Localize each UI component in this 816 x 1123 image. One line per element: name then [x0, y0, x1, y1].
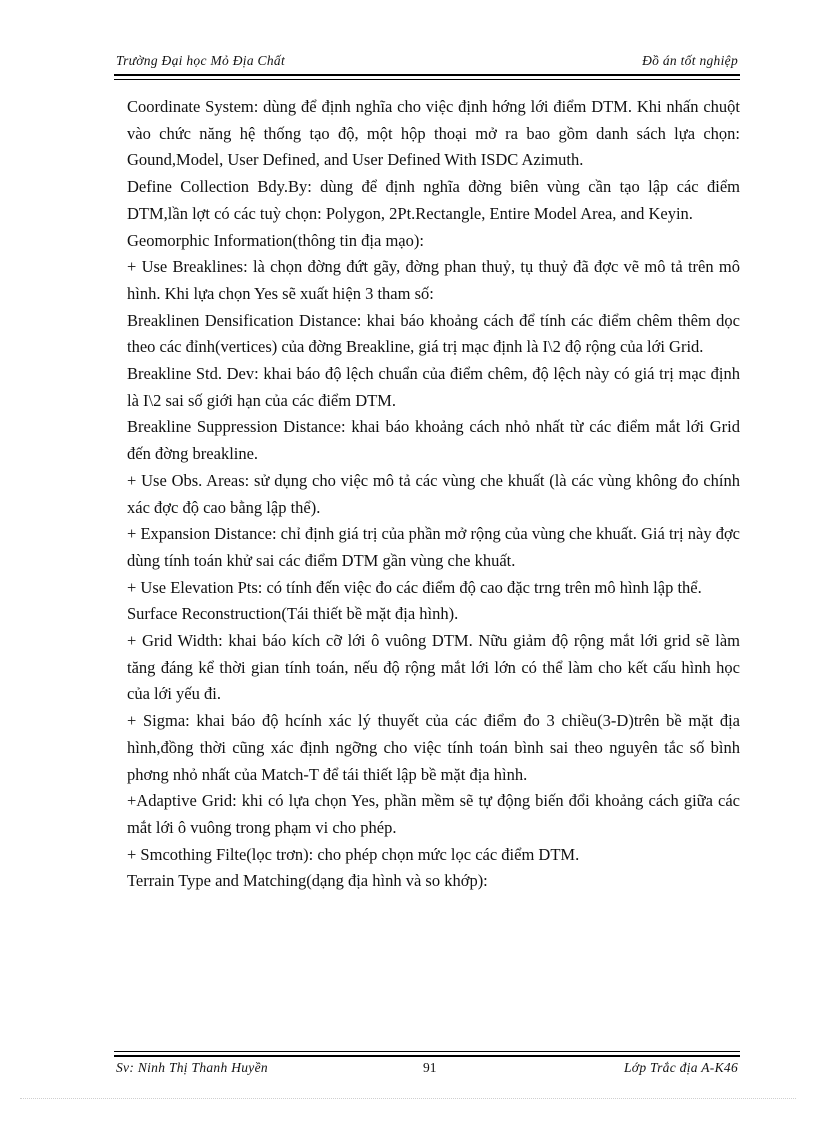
- paragraph-use-obs-areas: + Use Obs. Areas: sử dụng cho việc mô tả các vùng che khuất (là các vùng không đo chính xác đợc độ cao bằng lập thể).: [127, 470, 740, 517]
- paragraph-expansion-distance: + Expansion Distance: chỉ định giá trị của phần mở rộng của vùng che khuất. Giá trị này đợc dùng tính toán khử sai các điểm DTM gần vùng che khuất.: [127, 524, 740, 570]
- page-footer: [116, 1060, 738, 1080]
- paragraph-smoothing-filter: + Smcothing Filte(lọc trơn): cho phép chọn mức lọc các điểm DTM.: [127, 844, 580, 864]
- paragraph-use-breaklines: + Use Breaklines: là chọn đờng đứt gãy, đờng phan thuỷ, tụ thuỷ đã đợc vẽ mô tả trên mô hình. Khi lựa chọn Yes sẽ xuất hiện 3 tham số:: [127, 257, 740, 303]
- header-document-type: Đồ án tốt nghiệp: [642, 53, 738, 68]
- footer-class-name: Lớp Trắc địa A-K46: [624, 1060, 738, 1075]
- paragraph-grid-width: + Grid Width: khai báo kích cỡ lới ô vuông DTM. Nữu giảm độ rộng mắt lới grid sẽ làm tăng đáng kể thời gian tính toán, nếu độ rộng mắt lới lớn có thể làm cho kết cấu hình học của lới yếu đi.: [127, 631, 740, 704]
- paragraph-breakline-std-dev: Breakline Std. Dev: khai báo độ lệch chuẩn của điểm chêm, độ lệch này có giá trị mạc định là I\2 sai số giới hạn của các điểm DTM.: [127, 364, 740, 410]
- page-number: 91: [423, 1060, 437, 1075]
- paragraph-breakline-suppression: Breakline Suppression Distance: khai báo khoảng cách nhỏ nhất từ các điểm mắt lới Grid đến đờng breakline.: [127, 417, 740, 464]
- paragraph-coordinate-system: Coordinate System: dùng để định nghĩa cho việc định hớng lới điểm DTM. Khi nhấn chuột vào chức năng hệ thống tạo độ, một hộp thoại mở ra bao gồm danh sách lựa chọn: Gound,Model, User Defined, and User Defined With ISDC Azimuth.: [127, 97, 740, 170]
- paragraph-geomorphic-information: Geomorphic Information(thông tin địa mạo):: [127, 230, 424, 250]
- paragraph-terrain-type-matching: Terrain Type and Matching(dạng địa hình và so khớp):: [127, 871, 488, 891]
- paragraph-sigma: + Sigma: khai báo độ hcính xác lý thuyết của các điểm đo 3 chiều(3-D)trên bề mặt địa hình,đồng thời cũng xác định ngỡng cho việc tính toán bình sai theo nguyên tắc số bình phơng nhỏ nhất của Match-T để tái thiết lập bề mặt địa hình.: [127, 711, 740, 784]
- paragraph-surface-reconstruction: Surface Reconstruction(Tái thiết bề mặt địa hình).: [127, 604, 459, 624]
- page-edge-divider: [20, 1098, 796, 1099]
- header-rule-thick: [114, 74, 740, 76]
- footer-rule-thick: [114, 1055, 740, 1057]
- page-header: [116, 49, 738, 73]
- paragraph-breakline-densification: Breaklinen Densification Distance: khai báo khoảng cách để tính các điểm chêm thêm dọc theo các đỉnh(vertices) của đờng Breakline, giá trị mạc định là I\2 độ rộng của lới Grid.: [127, 310, 740, 357]
- paragraph-adaptive-grid: +Adaptive Grid: khi có lựa chọn Yes, phần mềm sẽ tự động biến đổi khoảng cách giữa các mắt lới ô vuông trong phạm vi cho phép.: [127, 791, 740, 837]
- footer-rule-thin: [114, 1051, 740, 1052]
- paragraph-use-elevation-pts: + Use Elevation Pts: có tính đến việc đo các điểm độ cao đặc trng trên mô hình lập thể.: [127, 577, 702, 597]
- paragraph-define-collection-bdy: Define Collection Bdy.By: dùng để định nghĩa đờng biên vùng cần tạo lập các điểm DTM,lần lợt có các tuỳ chọn: Polygon, 2Pt.Rectangle, Entire Model Area, and Keyin.: [127, 177, 740, 223]
- footer-student-name: Sv: Ninh Thị Thanh Huyền: [116, 1060, 268, 1075]
- page-body: [127, 94, 740, 895]
- header-rule-thin: [114, 79, 740, 80]
- header-school-name: Trường Đại học Mỏ Địa Chất: [116, 53, 286, 68]
